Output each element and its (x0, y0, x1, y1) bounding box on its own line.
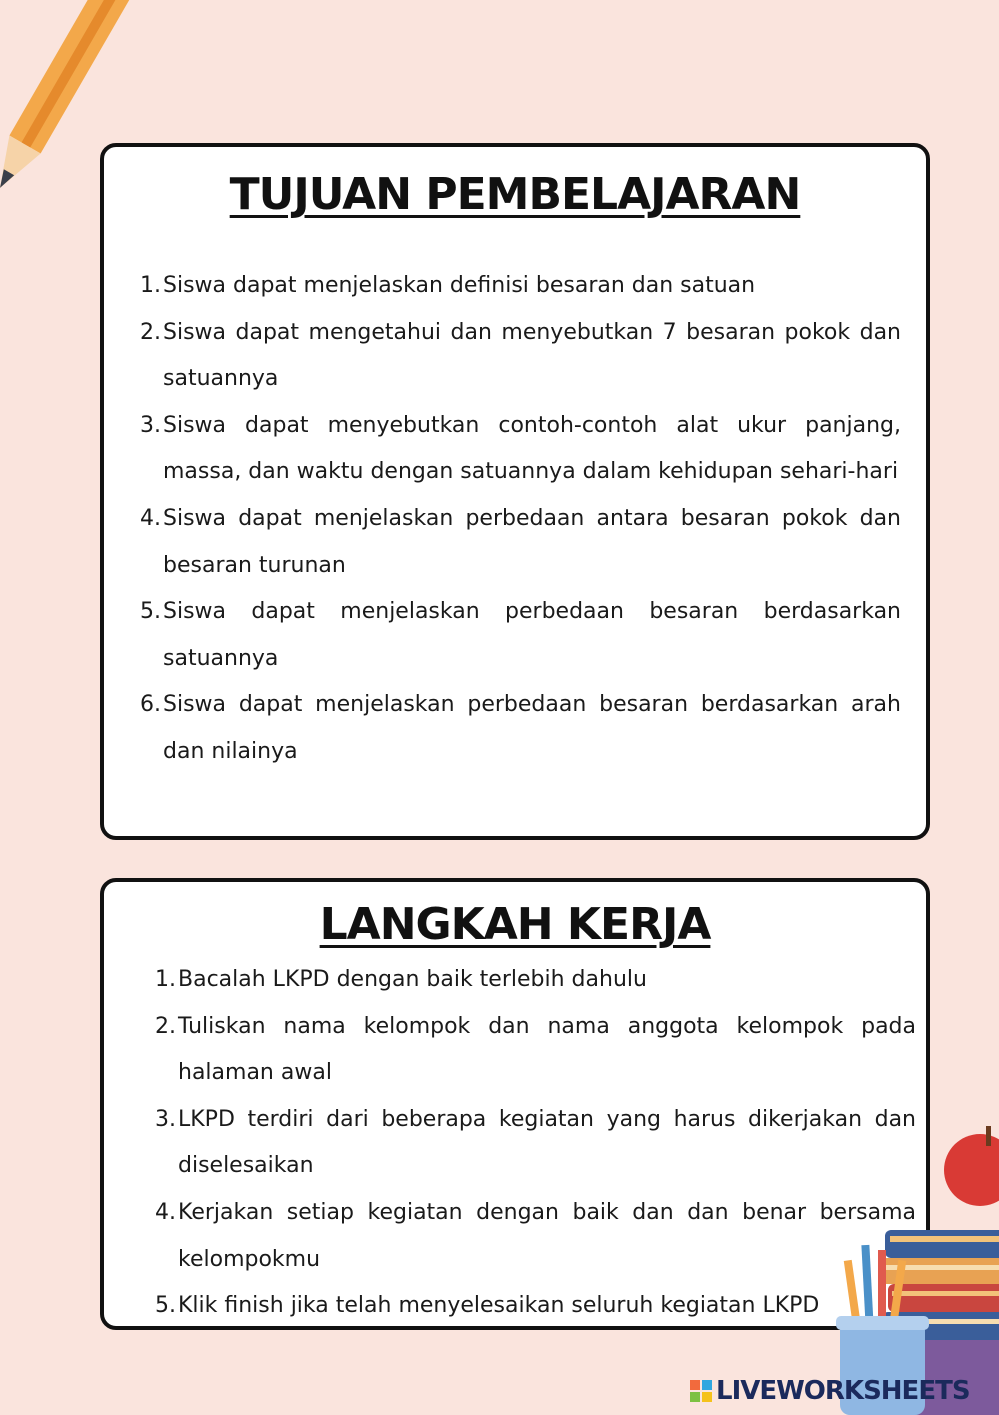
list-item (131, 682, 901, 775)
item-number: 3. (155, 1106, 176, 1132)
item-text: Siswa dapat menjelaskan perbedaan besaran berdasarkan satuannya (163, 599, 901, 671)
item-text: LKPD terdiri dari beberapa kegiatan yang harus dikerjakan dan diselesaikan (178, 1106, 916, 1179)
list-item (131, 310, 901, 403)
item-number: 4. (140, 505, 161, 531)
item-number: 6. (140, 692, 161, 718)
list-item (131, 589, 901, 682)
list-item (146, 957, 916, 1004)
item-text: Siswa dapat menjelaskan perbedaan besaran berdasarkan arah dan nilainya (163, 692, 901, 764)
item-text: Siswa dapat menyebutkan contoh-contoh alat ukur panjang, massa, dan waktu dengan satuannya dalam kehidupan sehari-hari (163, 412, 901, 485)
live-grid-icon (690, 1380, 712, 1402)
liveworksheets-logo (690, 1373, 970, 1409)
steps-card (100, 878, 930, 1330)
objectives-card (100, 143, 930, 840)
list-item (146, 1190, 916, 1283)
list-item (146, 1097, 916, 1190)
item-text: Bacalah LKPD dengan baik terlebih dahulu (178, 967, 647, 992)
objectives-list (131, 263, 901, 776)
steps-list (146, 957, 916, 1330)
item-number: 2. (155, 1013, 176, 1039)
steps-title: LANGKAH KERJA (319, 899, 711, 950)
item-text: Siswa dapat menjelaskan perbedaan antara besaran pokok dan besaran turunan (163, 505, 901, 578)
objectives-title: TUJUAN PEMBELAJARAN (229, 169, 801, 220)
item-text: Klik finish jika telah menyelesaikan seluruh kegiatan LKPD (178, 1293, 820, 1319)
item-number: 1. (155, 967, 176, 992)
list-item (146, 1004, 916, 1097)
item-text: Kerjakan setiap kegiatan dengan baik dan dan benar bersama kelompokmu (178, 1199, 916, 1272)
list-item (146, 1283, 916, 1330)
list-item (131, 403, 901, 496)
list-item (131, 496, 901, 589)
item-text: Siswa dapat menjelaskan definisi besaran dan satuan (163, 273, 756, 298)
item-number: 3. (140, 412, 161, 438)
item-text: Siswa dapat mengetahui dan menyebutkan 7 besaran pokok dan satuannya (163, 319, 901, 392)
item-text: Tuliskan nama kelompok dan nama anggota kelompok pada halaman awal (178, 1013, 916, 1086)
item-number: 2. (140, 319, 161, 345)
item-number: 5. (155, 1293, 176, 1319)
item-number: 5. (140, 599, 161, 625)
list-item (131, 263, 901, 310)
item-number: 4. (155, 1199, 176, 1225)
books-apple-illustration (830, 1120, 999, 1415)
brand-text: LIVEWORKSHEETS (716, 1376, 970, 1406)
item-number: 1. (140, 273, 161, 298)
